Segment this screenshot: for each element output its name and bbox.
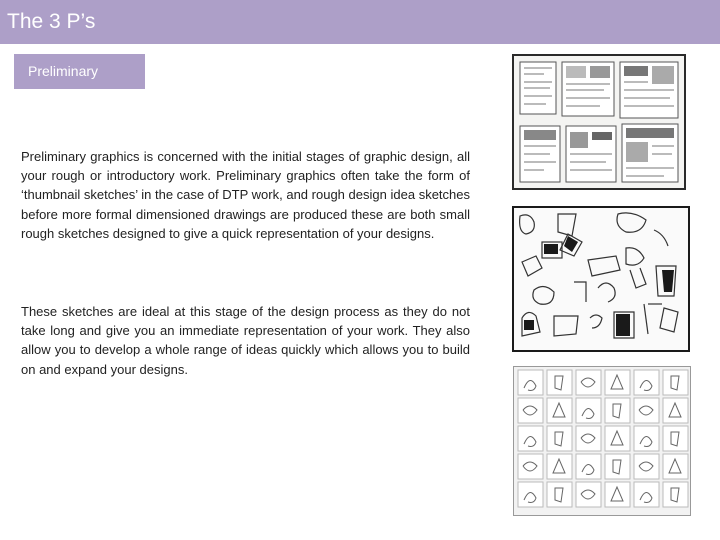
preliminary-tab-label: Preliminary [28,63,99,79]
preliminary-tab [14,54,145,89]
thumbnail-grid-drawing [514,367,690,515]
thumbnail-cell [518,482,543,507]
thumbnail-cell [634,370,659,395]
title-bar [0,0,720,44]
thumbnail-cell [663,426,688,451]
thumbnail-cell [547,482,572,507]
thumbnail-cell [576,426,601,451]
thumbnail-cell [518,370,543,395]
slide-title: The 3 P’s [7,10,96,33]
thumbnail-cell [518,398,543,423]
thumbnail-cell [605,482,630,507]
thumbnail-cell [605,426,630,451]
thumbnail-cell [547,426,572,451]
thumbnail-cell [547,398,572,423]
thumbnail-cell [663,454,688,479]
thumbnail-cell [547,370,572,395]
thumbnail-cell [663,370,688,395]
thumbnail-cell [634,454,659,479]
thumbnail-cell [576,454,601,479]
thumbnail-cell [547,454,572,479]
thumbnail-cell [518,454,543,479]
thumbnail-cell [605,398,630,423]
thumbnail-cell [576,398,601,423]
thumbnail-cell [576,482,601,507]
thumbnail-cell [634,398,659,423]
thumbnail-cell [518,426,543,451]
thumbnail-cell [634,482,659,507]
thumbnail-sketches-image [513,366,691,516]
idea-sketches-image [512,206,690,352]
wireframe-sketches-image [512,54,686,190]
idea-sketches-drawing [514,208,688,350]
wireframe-sketches-drawing [514,56,684,188]
paragraph-preliminary-graphics: Preliminary graphics is concerned with the initial stages of graphic design, all your rough or introductory work. Preliminary graphics often take the form of ‘thumbnail sketches’ in the case of DTP work, and rough design idea sketches before more formal dimensioned drawings are produced these are both small rough sketches designed to give a quick representation of your designs. [21,149,470,241]
thumbnail-cell [576,370,601,395]
thumbnail-cell [663,398,688,423]
thumbnail-cell [634,426,659,451]
paragraph-sketches-benefits: These sketches are ideal at this stage of the design process as they do not take long and give you an immediate representation of your work. They also allow you to develop a whole range of ideas quickly which allows you to build on and expand your designs. [21,304,470,377]
thumbnail-cell [605,454,630,479]
thumbnail-cell [605,370,630,395]
thumbnail-cell [663,482,688,507]
